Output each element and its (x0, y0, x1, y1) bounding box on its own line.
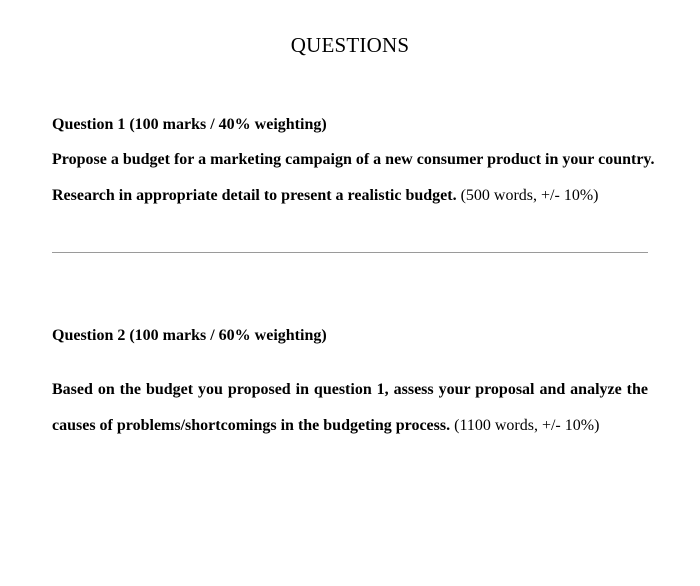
question-1-line-2 (52, 187, 648, 205)
page-title: QUESTIONS (290, 33, 410, 57)
question-1-word-count: (500 words, +/- 10%) (456, 187, 599, 204)
question-2-line-2 (52, 417, 648, 435)
question-2-line-2-bold: causes of problems/shortcomings in the budgeting process. (52, 417, 451, 434)
question-1-line-1-bold: Propose a budget for a marketing campaign of a new consumer product in your country. (52, 151, 655, 168)
question-1-line-1 (52, 151, 655, 169)
question-1-heading: Question 1 (100 marks / 40% weighting) (52, 116, 327, 133)
question-2-line-1-bold: Based on the budget you proposed in question 1, assess your proposal and analyze the (52, 381, 648, 398)
section-divider (52, 252, 648, 253)
question-2-word-count: (1100 words, +/- 10%) (450, 417, 600, 434)
question-2-heading: Question 2 (100 marks / 60% weighting) (52, 327, 327, 344)
question-2-line-1 (52, 381, 648, 399)
question-1-line-2-bold: Research in appropriate detail to present a realistic budget. (52, 187, 457, 204)
